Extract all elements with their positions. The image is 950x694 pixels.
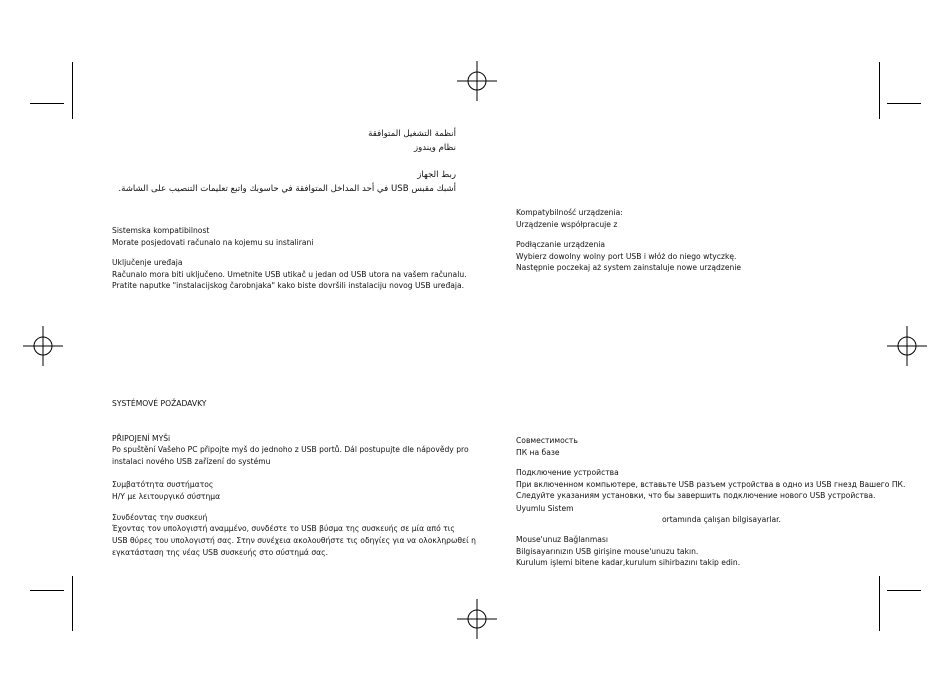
crop-mark-top-right-v bbox=[879, 62, 880, 119]
crop-mark-bottom-right-h bbox=[887, 590, 921, 591]
czech-connect-line2: instalaci nového USB zařízení do systému bbox=[112, 456, 271, 466]
russian-connect-line1: При включенном компьютере, вставьте USB разъем устройства в одно из USB гнезд Вашего ПК. bbox=[516, 479, 906, 489]
registration-mark-bottom bbox=[456, 598, 498, 640]
russian-connect-line2: Следуйте указаниям установки, что бы завершить подключение нового USB устройства. bbox=[516, 491, 876, 500]
crop-mark-bottom-left-v bbox=[72, 576, 73, 631]
greek-connect-line2: USB θύρες του υπολογιστή σας. Στην συνέχεια ακολουθήστε τις οδηγίες για να ολοκληρωθεί η bbox=[112, 536, 476, 546]
polish-connect-line1: Wybierz dowolny wolny port USB i włóż do niego wtyczkę. bbox=[516, 251, 737, 261]
registration-mark-top bbox=[456, 60, 498, 102]
turkish-compat-heading: Uyumlu Sistem bbox=[516, 504, 574, 513]
czech-connect-line1: Po spuštění Vašeho PC připojte myš do jednoho z USB portů. Dál postupujte dle nápovědy pro bbox=[112, 445, 469, 454]
croatian-connect-line1: Računalo mora biti uključeno. Umetnite USB utikač u jedan od USB utora na vašem računalu. bbox=[112, 269, 467, 279]
arabic-section bbox=[118, 127, 456, 196]
croatian-section bbox=[112, 225, 467, 292]
turkish-compat-body: ortamında çalışan bilgisayarlar. bbox=[662, 515, 781, 524]
russian-compat-body: ПК на базе bbox=[516, 447, 560, 457]
arabic-connect-heading: ربط الجهاز bbox=[417, 170, 456, 180]
croatian-compat-heading: Sistemska kompatibilnost bbox=[112, 226, 210, 235]
turkish-connect-section bbox=[516, 534, 740, 569]
croatian-connect-heading: Uključenje uređaja bbox=[112, 258, 183, 267]
greek-compat-body: H/Y με λειτουργικό σύστημα bbox=[112, 491, 221, 501]
registration-mark-right bbox=[886, 325, 928, 367]
russian-connect-heading: Подключение устройства bbox=[516, 468, 619, 477]
greek-compat-heading: Συμβατότητα συστήματος bbox=[112, 480, 214, 489]
polish-compat-heading: Kompatybilność urządzenia: bbox=[516, 208, 623, 217]
greek-connect-heading: Συνδέοντας την συσκευή bbox=[112, 512, 208, 522]
crop-mark-bottom-right-v bbox=[879, 576, 880, 631]
arabic-os-value: نظام ويندوز bbox=[413, 143, 456, 153]
crop-mark-bottom-left-h bbox=[30, 590, 64, 591]
czech-section bbox=[112, 398, 469, 467]
turkish-connect-line1: Bilgisayarınızın USB girişine mouse'unuzu takın. bbox=[516, 546, 699, 556]
polish-connect-heading: Podłączanie urządzenia bbox=[516, 240, 606, 249]
croatian-connect-line2: Pratite naputke "instalacijskog čarobnjaka" kako biste dovršili instalaciju novog USB uređaja. bbox=[112, 281, 465, 290]
crop-mark-top-left-h bbox=[30, 103, 64, 104]
turkish-connect-heading: Mouse'unuz Bağlanması bbox=[516, 535, 608, 544]
czech-connect-heading: PŘIPOJENÍ MYŠi bbox=[112, 433, 171, 443]
arabic-os-heading: أنظمة التشغيل المتوافقة bbox=[368, 129, 456, 139]
polish-section bbox=[516, 207, 741, 274]
crop-mark-top-left-v bbox=[72, 62, 73, 119]
russian-compat-heading: Совместимость bbox=[516, 436, 578, 445]
registration-mark-left bbox=[22, 325, 64, 367]
greek-connect-line1: Έχοντας τον υπολογιστή αναμμένο, συνδέστε το USB βύσμα της συσκευής σε μία από τις bbox=[112, 524, 455, 534]
polish-compat-body: Urządzenie współpracuje z bbox=[516, 219, 618, 229]
greek-connect-line3: εγκατάσταση της νέας USB συσκευής στο σύστημά σας. bbox=[112, 547, 329, 557]
turkish-connect-line2: Kurulum işlemi bitene kadar,kurulum sihirbazını takip edin. bbox=[516, 558, 741, 567]
greek-section bbox=[112, 479, 476, 559]
russian-section bbox=[516, 435, 905, 502]
croatian-compat-body: Morate posjedovati računalo na kojemu su instalirani bbox=[112, 237, 314, 247]
crop-mark-top-right-h bbox=[887, 103, 921, 104]
czech-req-heading: SYSTÉMOVÉ POŽADAVKY bbox=[112, 399, 207, 408]
polish-connect-line2: Następnie poczekaj aż system zainstaluje nowe urządzenie bbox=[516, 263, 742, 272]
arabic-connect-body: أشبك مقبس USB في أحد المداخل المتوافقة في حاسوبك واتبع تعليمات التنصيب على الشاشة. bbox=[118, 184, 456, 194]
